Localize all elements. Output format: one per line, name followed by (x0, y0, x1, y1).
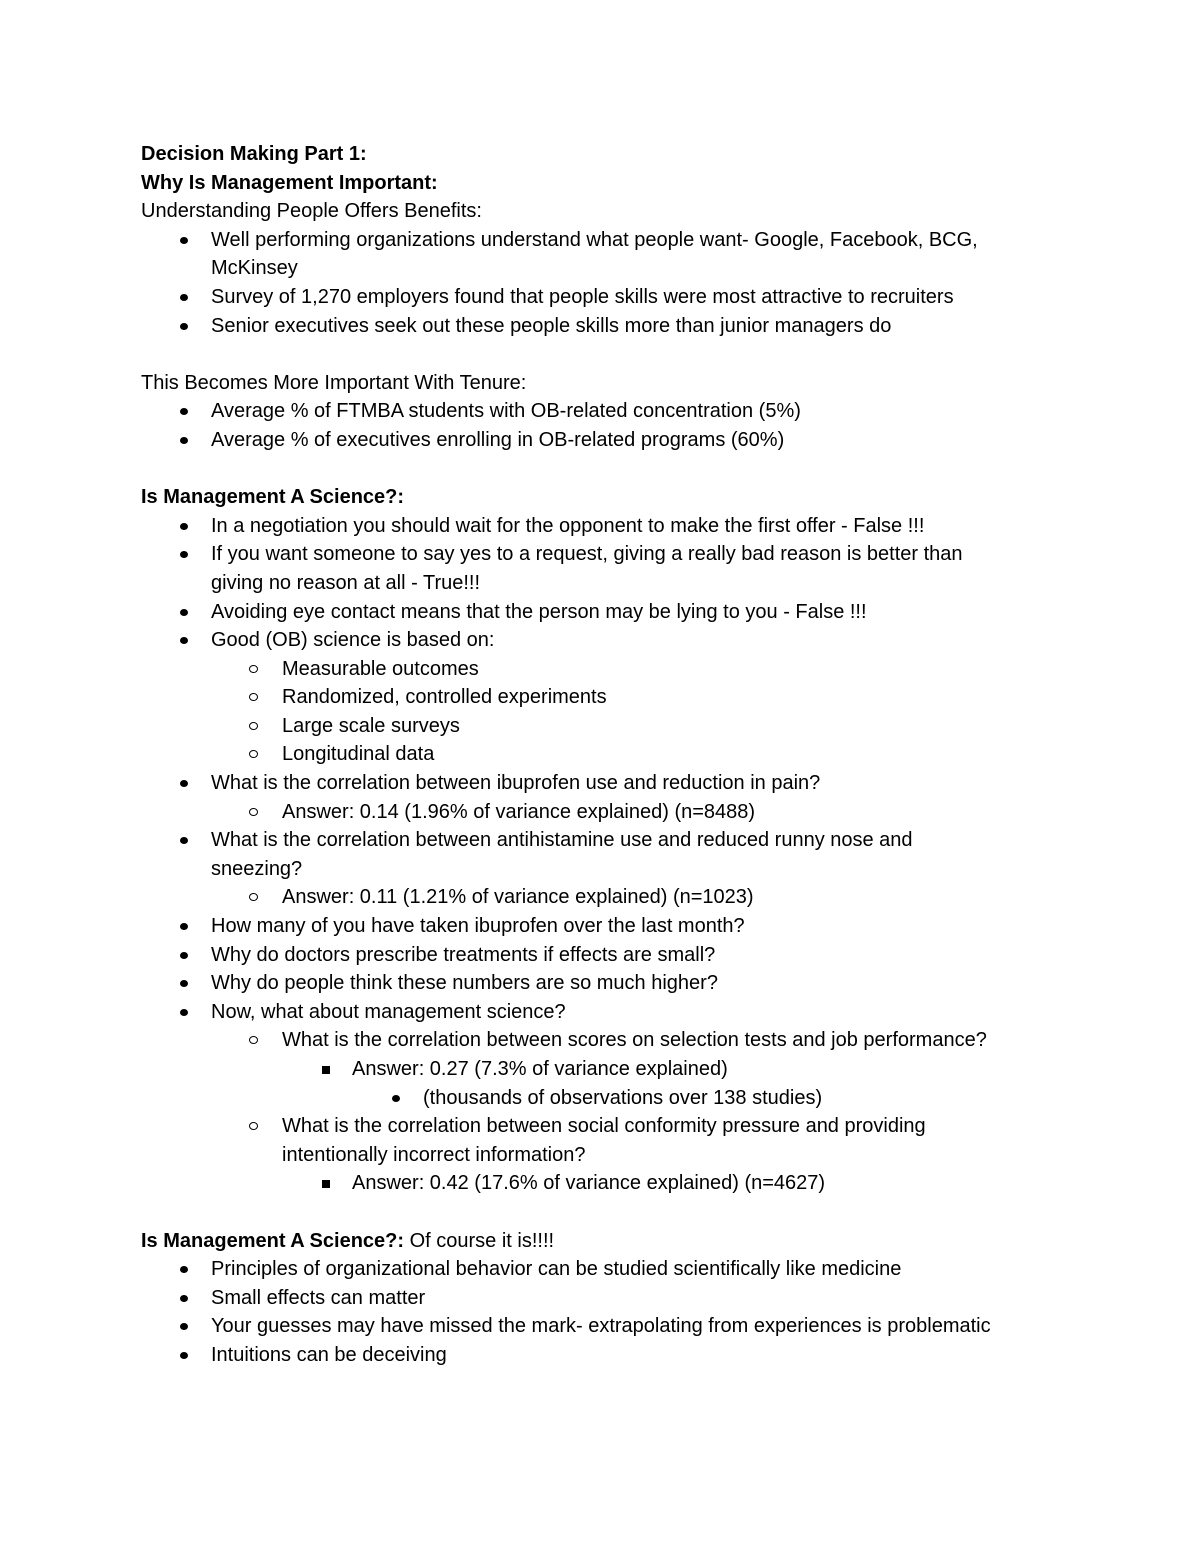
bullet-square-icon (317, 1055, 337, 1084)
bullet-disc-icon (175, 1284, 195, 1313)
sub-sub-sub-list-item: (thousands of observations over 138 studies) (141, 1084, 1071, 1113)
bullet-list-conclusion (141, 1255, 1071, 1369)
bullet-circle-icon (245, 798, 265, 827)
document-title: Decision Making Part 1: (141, 143, 367, 165)
blank-line (141, 455, 1071, 484)
bullet-disc-icon (175, 912, 195, 941)
sub-list-item: Measurable outcomes (141, 655, 1071, 684)
sub-list-item: Large scale surveys (141, 712, 1071, 741)
subheading-tenure: This Becomes More Important With Tenure: (141, 371, 527, 394)
list-item: Why do people think these numbers are so much higher? (141, 969, 1071, 998)
bullet-circle-icon (245, 655, 265, 684)
list-item: Senior executives seek out these people skills more than junior managers do (141, 312, 1071, 341)
bullet-disc-icon (175, 397, 195, 426)
bullet-square-icon (317, 1169, 337, 1198)
list-item: What is the correlation between ibuprofen use and reduction in pain? (141, 769, 1071, 798)
bullet-circle-icon (245, 883, 265, 912)
list-item: Small effects can matter (141, 1284, 1071, 1313)
sub-list-item: Answer: 0.11 (1.21% of variance explained) (n=1023) (141, 883, 1071, 912)
list-item: What is the correlation between antihistamine use and reduced runny nose and (141, 826, 1071, 855)
bullet-disc-icon (175, 769, 195, 798)
bullet-circle-icon (245, 1112, 265, 1141)
list-item-continuation: sneezing? (211, 857, 303, 880)
list-item-continuation: giving no reason at all - True!!! (211, 571, 481, 594)
bullet-list-science (141, 512, 1071, 1198)
bullet-disc-icon (175, 626, 195, 655)
list-item: Well performing organizations understand what people want- Google, Facebook, BCG, (141, 226, 1071, 255)
bullet-disc-icon (175, 998, 195, 1027)
list-item: Good (OB) science is based on: (141, 626, 1071, 655)
bullet-disc-icon (175, 226, 195, 255)
sub-list-item-continuation: intentionally incorrect information? (282, 1143, 586, 1166)
subheading-understanding-people: Understanding People Offers Benefits: (141, 200, 482, 223)
sub-list-item: Longitudinal data (141, 740, 1071, 769)
list-item: Now, what about management science? (141, 998, 1071, 1027)
bullet-disc-icon (175, 826, 195, 855)
list-item: Avoiding eye contact means that the person may be lying to you - False !!! (141, 598, 1071, 627)
bullet-disc-icon (175, 598, 195, 627)
bullet-disc-icon (387, 1084, 407, 1113)
list-item: How many of you have taken ibuprofen over the last month? (141, 912, 1071, 941)
bullet-disc-icon (175, 540, 195, 569)
list-item: Your guesses may have missed the mark- extrapolating from experiences is problematic (141, 1312, 1071, 1341)
list-item: Principles of organizational behavior can be studied scientifically like medicine (141, 1255, 1071, 1284)
bullet-list-benefits (141, 226, 1071, 340)
blank-line (141, 1198, 1071, 1227)
list-item: If you want someone to say yes to a request, giving a really bad reason is better than (141, 540, 1071, 569)
sub-sub-list-item: Answer: 0.42 (17.6% of variance explained) (n=4627) (141, 1169, 1071, 1198)
list-item: Average % of FTMBA students with OB-related concentration (5%) (141, 397, 1071, 426)
bullet-disc-icon (175, 312, 195, 341)
sub-list-item: Randomized, controlled experiments (141, 683, 1071, 712)
bullet-circle-icon (245, 712, 265, 741)
list-item: Why do doctors prescribe treatments if effects are small? (141, 941, 1071, 970)
section-heading-science-conclusion: Is Management A Science?: Of course it is!!!! (141, 1229, 555, 1252)
document-body (141, 140, 1071, 1370)
bullet-circle-icon (245, 740, 265, 769)
bullet-disc-icon (175, 426, 195, 455)
sub-list-item: What is the correlation between social conformity pressure and providing (141, 1112, 1071, 1141)
bullet-circle-icon (245, 1026, 265, 1055)
sub-sub-list-item: Answer: 0.27 (7.3% of variance explained) (141, 1055, 1071, 1084)
bullet-disc-icon (175, 941, 195, 970)
bullet-list-tenure (141, 397, 1071, 454)
bullet-disc-icon (175, 512, 195, 541)
list-item: Average % of executives enrolling in OB-related programs (60%) (141, 426, 1071, 455)
bullet-disc-icon (175, 1341, 195, 1370)
section-heading-why-important: Why Is Management Important: (141, 171, 438, 194)
bullet-disc-icon (175, 1255, 195, 1284)
blank-line (141, 340, 1071, 369)
bullet-disc-icon (175, 969, 195, 998)
list-item: In a negotiation you should wait for the opponent to make the first offer - False !!! (141, 512, 1071, 541)
bullet-disc-icon (175, 283, 195, 312)
bullet-disc-icon (175, 1312, 195, 1341)
section-heading-science: Is Management A Science?: (141, 486, 405, 509)
list-item: Survey of 1,270 employers found that people skills were most attractive to recruiters (141, 283, 1071, 312)
bullet-circle-icon (245, 683, 265, 712)
list-item-continuation: McKinsey (211, 257, 298, 280)
sub-list-item: Answer: 0.14 (1.96% of variance explained) (n=8488) (141, 798, 1071, 827)
list-item: Intuitions can be deceiving (141, 1341, 1071, 1370)
sub-list-item: What is the correlation between scores on selection tests and job performance? (141, 1026, 1071, 1055)
